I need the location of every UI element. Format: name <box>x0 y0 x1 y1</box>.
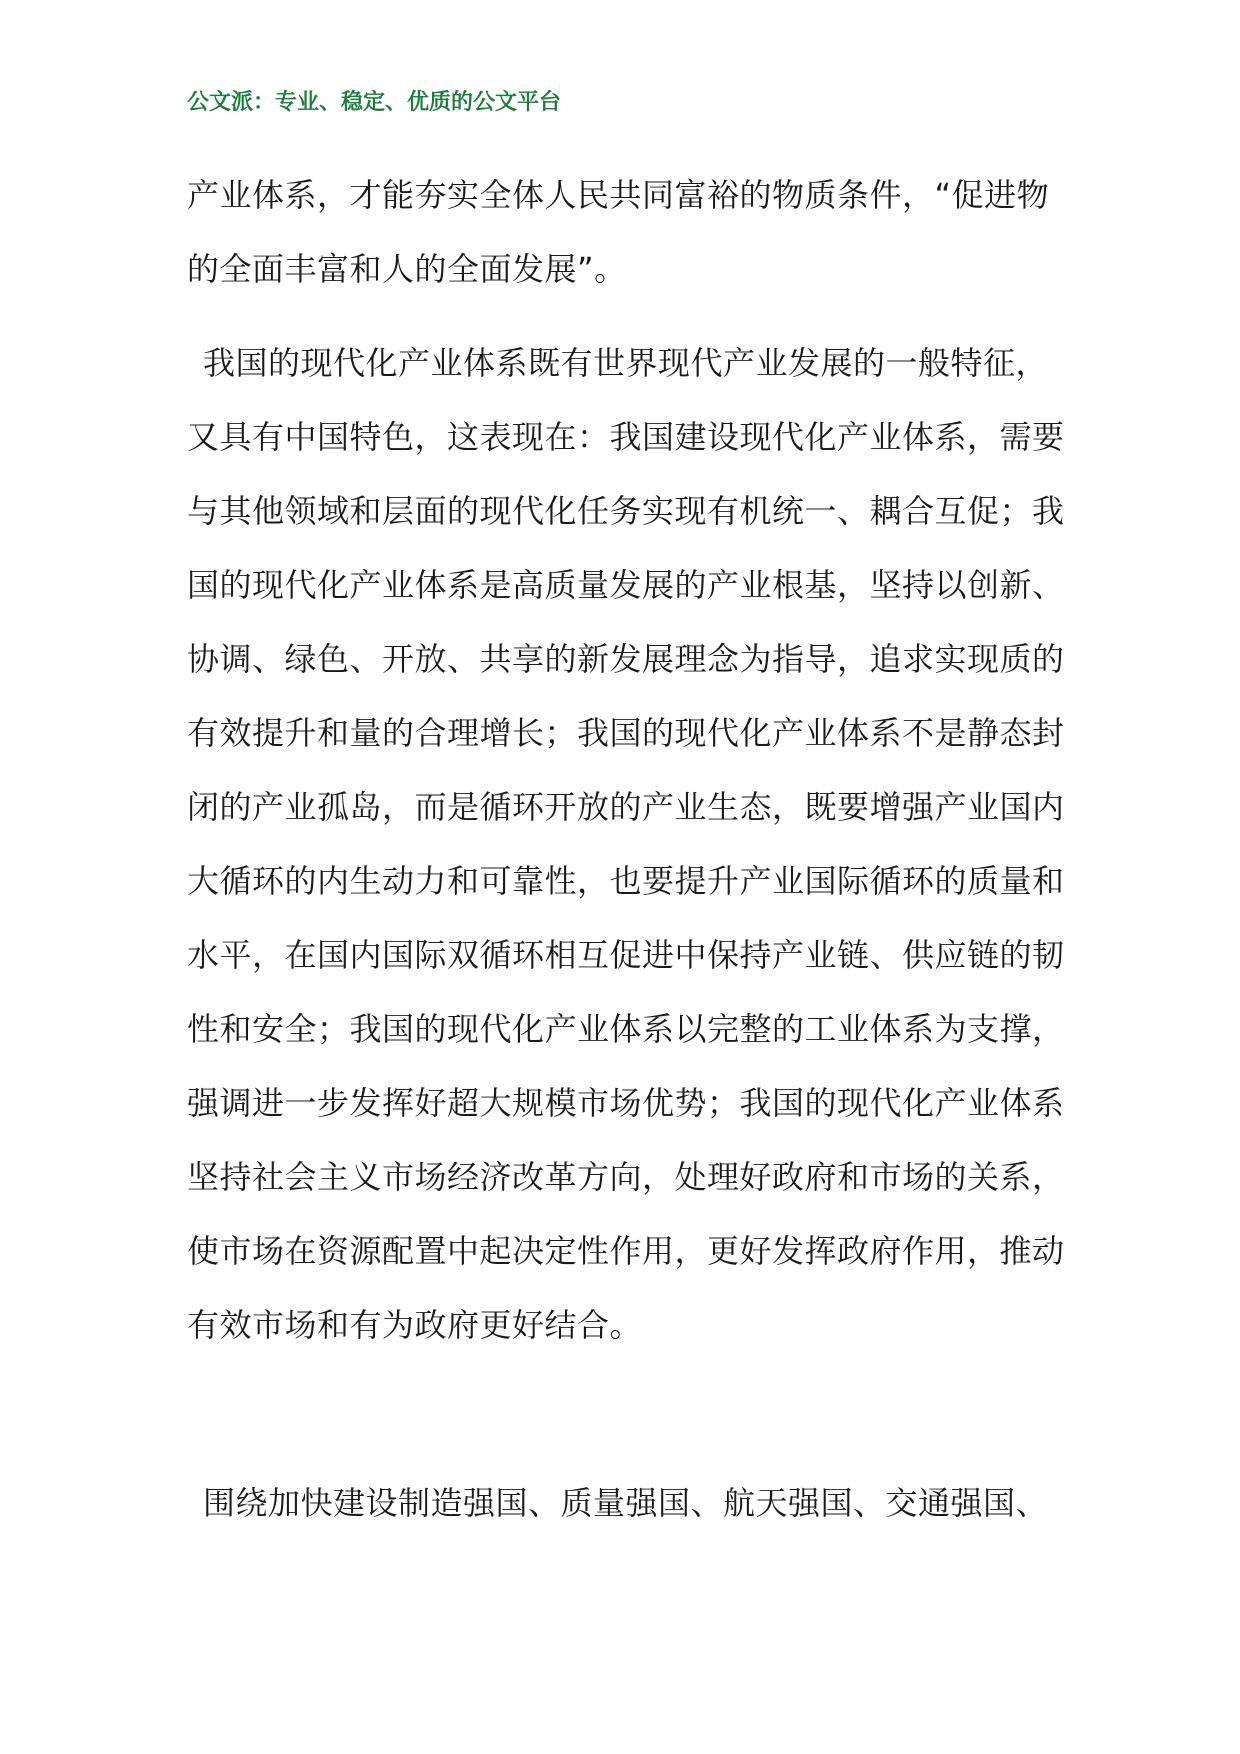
paragraph-3: 围绕加快建设制造强国、质量强国、航天强国、交通强国、 <box>203 1484 1049 1522</box>
paragraph-1: 产业体系，才能夯实全体人民共同富裕的物质条件，“促进物的全面丰富和人的全面发展”。 <box>187 176 1050 288</box>
paragraph-2: 我国的现代化产业体系既有世界现代产业发展的一般特征，又具有中国特色，这表现在：我国建设现代化产业体系，需要与其他领域和层面的现代化任务实现有机统一、耦合互促；我国的现代化产业体系是高质量发展的产业根基，坚持以创新、协调、绿色、开放、共享的新发展理念为指导，追求实现质的有效提升和量的合理增长；我国的现代化产业体系不是静态封闭的产业孤岛，而是循环开放的产业生态，既要增强产业国内大循环的内生动力和可靠性，也要提升产业国际循环的质量和水平，在国内国际双循环相互促进中保持产业链、供应链的韧性和安全；我国的现代化产业体系以完整的工业体系为支撑，强调进一步发挥好超大规模市场优势；我国的现代化产业体系坚持社会主义市场经济改革方向，处理好政府和市场的关系，使市场在资源配置中起决定性作用，更好发挥政府作用，推动有效市场和有为政府更好结合。 <box>187 344 1065 1344</box>
header-banner: 公文派：专业、稳定、优质的公文平台 <box>187 90 562 115</box>
